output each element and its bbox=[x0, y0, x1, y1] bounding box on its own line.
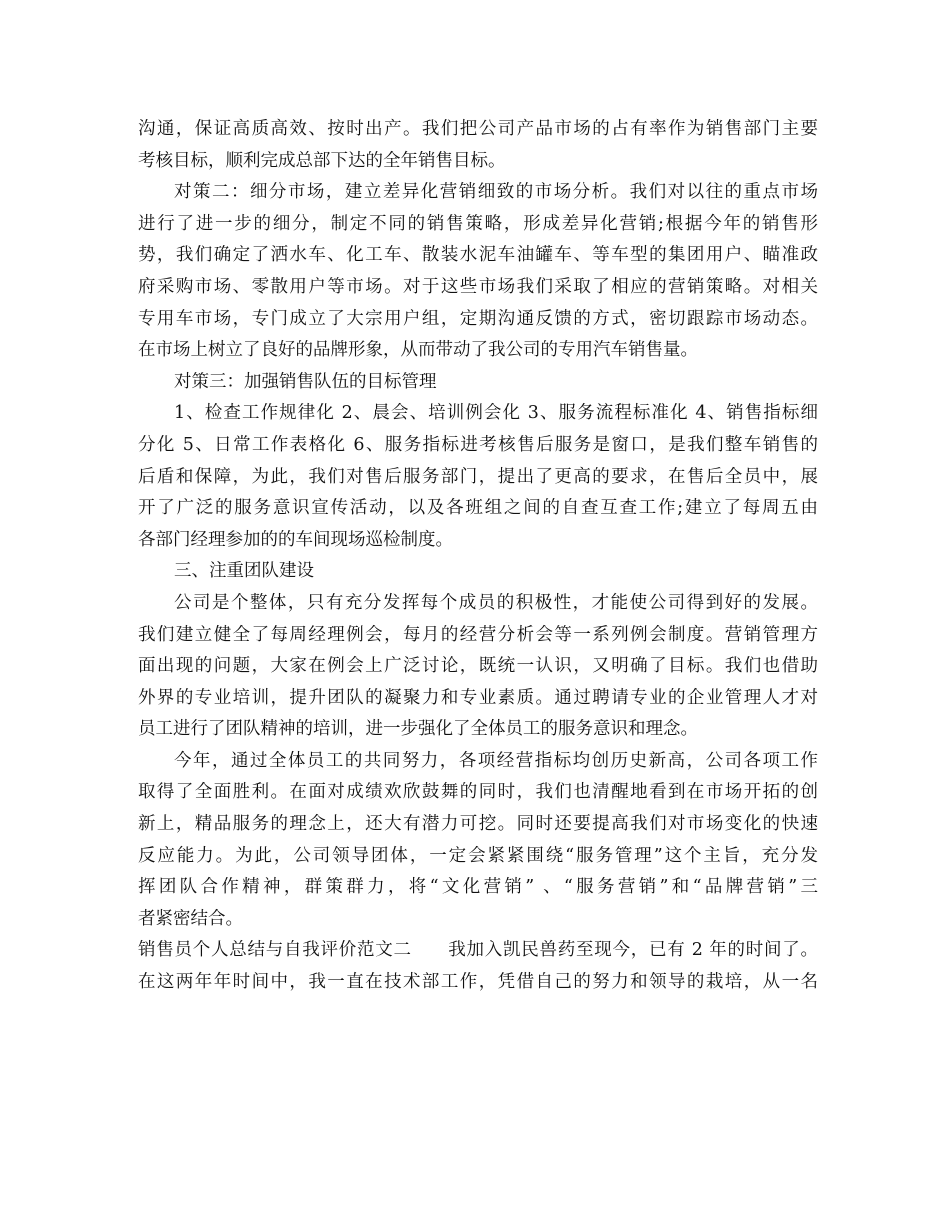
text-line: 对策三：加强销售队伍的目标管理 bbox=[174, 371, 437, 392]
text-line: 面出现的问题，大家在例会上广泛讨论，既统一认识，又明确了目标。我们也借助 bbox=[138, 656, 818, 677]
text-line: 专用车市场，专门成立了大宗用户组，定期沟通反馈的方式，密切跟踪市场动态。 bbox=[138, 308, 818, 329]
text-line: 府采购市场、零散用户等市场。对于这些市场我们采取了相应的营销策略。对相关 bbox=[138, 276, 818, 297]
text-line: 在这两年年时间中，我一直在技术部工作，凭借自己的努力和领导的栽培，从一名 bbox=[138, 972, 818, 993]
text-line: 1、检查工作规律化 2、晨会、培训例会化 3、服务流程标准化 4、销售指标细 bbox=[174, 403, 818, 424]
text-line: 沟通，保证高质高效、按时出产。我们把公司产品市场的占有率作为销售部门主要 bbox=[138, 119, 818, 139]
text-line: 新上，精品服务的理念上，还大有潜力可挖。同时还要提高我们对市场变化的快速 bbox=[138, 814, 818, 835]
text-line: 我们建立健全了每周经理例会，每月的经营分析会等一系列例会制度。营销管理方 bbox=[138, 624, 818, 645]
text-line: 考核目标，顺利完成总部下达的全年销售目标。 bbox=[138, 150, 506, 171]
text-line: 员工进行了团队精神的培训，进一步强化了全体员工的服务意识和理念。 bbox=[138, 719, 698, 740]
text-line: 势，我们确定了洒水车、化工车、散装水泥车油罐车、等车型的集团用户、瞄准政 bbox=[138, 245, 818, 266]
text-line: 者紧密结合。 bbox=[138, 908, 243, 929]
text-line: 取得了全面胜利。在面对成绩欢欣鼓舞的同时，我们也清醒地看到在市场开拓的创 bbox=[138, 782, 818, 803]
text-line: 进行了进一步的细分，制定不同的销售策略，形成差异化营销;根据今年的销售形 bbox=[138, 213, 818, 234]
text-line: 今年，通过全体员工的共同努力，各项经营指标均创历史新高，公司各项工作 bbox=[174, 750, 818, 771]
text-line: 公司是个整体，只有充分发挥每个成员的积极性，才能使公司得到好的发展。 bbox=[174, 592, 818, 613]
document-body bbox=[138, 114, 818, 999]
text-line: 对策二：细分市场，建立差异化营销细致的市场分析。我们对以往的重点市场 bbox=[174, 182, 818, 203]
text-line: 后盾和保障，为此，我们对售后服务部门，提出了更高的要求，在售后全员中，展 bbox=[138, 466, 818, 487]
text-line: 外界的专业培训，提升团队的凝聚力和专业素质。通过聘请专业的企业管理人才对 bbox=[138, 687, 818, 708]
text-line: 在市场上树立了良好的品牌形象，从而带动了我公司的专用汽车销售量。 bbox=[138, 340, 698, 361]
text-line: 分化 5、日常工作表格化 6、服务指标进考核售后服务是窗口，是我们整车销售的 bbox=[138, 434, 818, 455]
text-line: 各部门经理参加的的车间现场巡检制度。 bbox=[138, 529, 453, 550]
text-line: 三、注重团队建设 bbox=[174, 561, 314, 582]
text-line: 反应能力。为此，公司领导团体，一定会紧紧围绕“服务管理”这个主旨，充分发 bbox=[138, 845, 818, 866]
text-line: 开了广泛的服务意识宣传活动，以及各班组之间的自查互查工作;建立了每周五由 bbox=[138, 498, 818, 519]
text-line: 销售员个人总结与自我评价范文二 我加入凯民兽药至现今，已有 2 年的时间了。 bbox=[138, 940, 818, 961]
text-line: 挥团队合作精神，群策群力，将“文化营销” 、“服务营销”和“品牌营销”三 bbox=[138, 877, 818, 898]
